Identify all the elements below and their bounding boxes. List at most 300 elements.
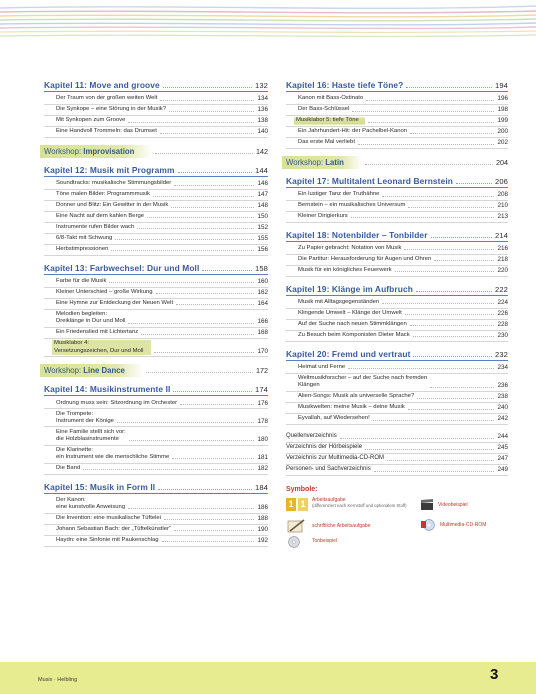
leader-dots [408, 409, 495, 410]
chapter-title: Kapitel 19: Klänge im Aufbruch [286, 283, 413, 294]
entry-title: Musiklabor 5: tiefe Töne [294, 117, 365, 124]
entry-title: 6/8-Takt mit Schwung [56, 235, 113, 242]
leader-dots [413, 336, 495, 337]
appendix-entry[interactable] [286, 443, 508, 454]
leader-dots [340, 438, 495, 439]
entry-page: 164 [257, 300, 268, 308]
entry-page: 146 [257, 180, 268, 188]
toc-entry[interactable] [286, 190, 508, 201]
entry-title: Johann Sebastian Bach: der „Tüftelkünstler“ [56, 526, 171, 533]
leader-dots [172, 458, 254, 459]
leader-dots [366, 100, 494, 101]
leader-dots [128, 508, 254, 509]
chapter-heading[interactable] [44, 263, 268, 275]
toc-entry[interactable] [286, 374, 508, 392]
toc-entry[interactable] [44, 116, 268, 127]
footer-bar [0, 662, 536, 694]
chapter-page: 214 [495, 230, 508, 240]
chapter-14 [44, 384, 268, 475]
workshop-label [40, 145, 152, 158]
entry-page: 156 [257, 246, 268, 254]
leader-dots [456, 183, 492, 184]
toc-entry[interactable] [286, 255, 508, 266]
leader-dots [158, 489, 252, 490]
leader-dots [141, 334, 254, 335]
leader-dots [160, 133, 255, 134]
entry-title [56, 497, 125, 511]
entry-title: Musikwelten: meine Musik – deine Musik [298, 404, 405, 411]
entry-title: Soundtracks: musikalische Stimmungsbilder [56, 180, 172, 187]
entry-page: 210 [497, 202, 508, 210]
entry-page: 166 [257, 318, 268, 326]
toc-entry[interactable] [286, 414, 508, 425]
entry-page: 240 [497, 404, 508, 412]
entry-page: 220 [497, 267, 508, 275]
leader-dots [405, 314, 495, 315]
toc-entry[interactable] [286, 298, 508, 309]
chapter-heading[interactable] [44, 482, 268, 494]
workshop-label [40, 364, 143, 377]
leader-dots [128, 323, 254, 324]
appendix-entry[interactable] [286, 465, 508, 476]
entry-title-line2: eine kunstvolle Anweisung [56, 504, 126, 511]
toc-entry[interactable] [286, 244, 508, 255]
entry-title-line2: die Holzblasinstrumente [56, 435, 119, 442]
entry-page: 226 [497, 310, 508, 318]
task-number-icon [286, 498, 308, 511]
toc-entry[interactable] [44, 299, 268, 310]
entry-title-line1: Melodien begleiten: [56, 311, 108, 318]
leader-dots [171, 207, 254, 208]
entry-title: Eine Nacht auf dem kahlen Berge [56, 213, 145, 220]
leader-dots [348, 368, 494, 369]
chapter-title: Kapitel 14: Musikinstrumente II [44, 384, 171, 395]
leader-dots [147, 217, 254, 218]
leader-dots [129, 440, 255, 441]
entry-title-line1: Die Trompete: [56, 410, 93, 417]
toc-entry[interactable] [286, 94, 508, 105]
chapter-heading[interactable] [286, 230, 508, 242]
entry-title: Alien-Songs: Musik als universelle Sprache? [298, 393, 415, 400]
entry-title-line1: Die Klarinette: [56, 446, 93, 453]
leader-dots [128, 122, 254, 123]
entry-page: 218 [497, 256, 508, 264]
entry-title-line2: Dreiklänge in Dur und Moll [56, 318, 126, 325]
toc-entry[interactable] [286, 320, 508, 331]
entry-title [56, 429, 126, 443]
entry-page: 178 [257, 417, 268, 425]
toc-entry[interactable] [44, 288, 268, 299]
leader-dots [410, 325, 495, 326]
toc-entry[interactable] [286, 309, 508, 320]
toc-entry[interactable] [44, 105, 268, 116]
toc-entry[interactable] [44, 464, 268, 475]
entry-title: Kleiner Dirigierkurs [298, 213, 348, 220]
entry-page: 200 [497, 128, 508, 136]
chapter-page: 158 [255, 263, 268, 273]
toc-entry[interactable] [44, 328, 268, 339]
entry-title [298, 375, 427, 389]
leader-dots [111, 250, 254, 251]
symbol-arbeitsaufgabe [312, 497, 412, 508]
leader-dots [358, 144, 495, 145]
entry-title: Verzeichnis der Hörbeispiele [286, 444, 363, 451]
entry-page: 236 [497, 382, 508, 390]
toc-left-column [44, 80, 268, 554]
entry-title-line1: Der Kanon: [56, 497, 86, 504]
workshop-latin[interactable] [286, 156, 508, 169]
chapter-20 [286, 349, 508, 425]
entry-page: 202 [497, 139, 508, 147]
leader-dots [117, 422, 255, 423]
symbol-multimedia [440, 522, 486, 528]
chapter-heading[interactable] [286, 176, 508, 188]
entry-title: Die Partitur: Herausforderung für Augen und Ohren [298, 256, 432, 263]
toc-entry[interactable] [286, 212, 508, 223]
toc-entry[interactable] [44, 496, 268, 514]
symbol-label: Videobeispiel [438, 501, 468, 508]
workshop-name: Improvisation [83, 146, 135, 156]
entry-page: 208 [497, 191, 508, 199]
entry-title: Der Traum von der großen weiten Welt [56, 95, 158, 102]
workshop-page: 172 [256, 366, 268, 376]
header-stripes [0, 0, 536, 45]
chapter-page: 222 [495, 284, 508, 294]
leader-dots [163, 87, 252, 88]
entry-page: 198 [497, 106, 508, 114]
leader-dots [162, 541, 255, 542]
entry-title: Personen- und Sachverzeichnis [286, 466, 371, 473]
leader-dots [169, 111, 254, 112]
leader-dots [387, 460, 494, 461]
chapter-heading[interactable] [286, 80, 508, 92]
entry-title: Die Synkope – eine Störung in der Musik? [56, 106, 167, 113]
leader-dots [365, 449, 494, 450]
pencil-paper-icon [286, 519, 306, 533]
leader-dots [365, 164, 493, 165]
toc-entry[interactable] [286, 363, 508, 374]
entry-title: Mit Synkopen zum Groove [56, 117, 126, 124]
toc-entry[interactable] [286, 403, 508, 414]
chapter-heading[interactable] [286, 284, 508, 296]
workshop-improvisation[interactable] [44, 145, 268, 158]
chapter-heading[interactable] [44, 165, 268, 177]
entry-page: 140 [257, 128, 268, 136]
entry-page: 138 [257, 117, 268, 125]
chapter-page: 144 [255, 165, 268, 175]
leader-dots [410, 133, 494, 134]
chapter-13 [44, 263, 268, 357]
toc-entry[interactable] [44, 94, 268, 105]
entry-title: Das erste Mal verliebt [298, 139, 355, 146]
toc-entry[interactable] [44, 127, 268, 138]
entry-title [56, 447, 169, 461]
chapter-16 [286, 80, 508, 149]
toc-entry[interactable] [44, 179, 268, 190]
toc-entry[interactable] [44, 234, 268, 245]
entry-page: 247 [497, 455, 508, 463]
chapter-17 [286, 176, 508, 223]
symbol-videobeispiel [438, 502, 468, 508]
chapter-title: Kapitel 13: Farbwechsel: Dur und Moll [44, 262, 200, 273]
entry-page: 244 [497, 433, 508, 441]
entry-page: 230 [497, 332, 508, 340]
entry-title: Herbstimpressionen [56, 246, 109, 253]
entry-title: Die Band [56, 465, 81, 472]
leader-dots [180, 404, 254, 405]
entry-title: Musik mit Alltagsgegenständen [298, 299, 380, 306]
entry-page: 188 [257, 515, 268, 523]
entry-title: Auf der Suche nach neuen Stimmklängen [298, 321, 407, 328]
toc-entry[interactable] [44, 277, 268, 288]
entry-page: 134 [257, 95, 268, 103]
entry-title: Kleiner Unterschied – große Wirkung [56, 289, 153, 296]
entry-page: 155 [257, 235, 268, 243]
symbol-tonbeispiel [312, 538, 337, 544]
leader-dots [176, 304, 254, 305]
leader-dots [408, 207, 494, 208]
leader-dots [382, 303, 494, 304]
chapter-11 [44, 80, 268, 138]
appendix-list [286, 432, 508, 476]
toc-right-column [286, 80, 508, 546]
entry-title: Bernstein – ein musikalisches Universum [298, 202, 406, 209]
entry-title: Klingende Umwelt – Klänge der Umwelt [298, 310, 402, 317]
leader-dots [153, 196, 255, 197]
toc-entry[interactable] [44, 446, 268, 464]
toc-entry[interactable] [44, 427, 268, 445]
chapter-title: Kapitel 20: Fremd und vertraut [286, 348, 411, 359]
workshop-page: 142 [256, 146, 268, 156]
toc-entry[interactable] [286, 105, 508, 116]
toc-entry[interactable] [44, 514, 268, 525]
entry-title-line2: Klängen [298, 382, 320, 389]
entry-title-line2: Instrument der Könige [56, 417, 114, 424]
entry-page: 162 [257, 289, 268, 297]
chapter-title: Kapitel 18: Notenbilder – Tonbilder [286, 229, 428, 240]
toc-entry-musiklabor[interactable] [44, 339, 268, 357]
toc-entry[interactable] [44, 310, 268, 328]
chapter-page: 206 [495, 176, 508, 186]
toc-entry[interactable] [44, 525, 268, 536]
toc-entry[interactable] [286, 201, 508, 212]
leader-dots [115, 239, 254, 240]
toc-entry[interactable] [286, 331, 508, 342]
chapter-18 [286, 230, 508, 277]
chapter-title: Kapitel 11: Move and groove [44, 80, 160, 90]
page-number: 3 [490, 666, 499, 683]
toc-entry[interactable] [44, 245, 268, 256]
leader-dots [202, 270, 252, 271]
leader-dots [178, 172, 252, 173]
entry-page: 160 [257, 278, 268, 286]
leader-dots [173, 391, 252, 392]
leader-dots [368, 122, 495, 123]
entry-page: 196 [497, 95, 508, 103]
symbol-note: (differenziert nach Kernstoff und optionalem Stoff) [312, 502, 407, 508]
entry-page: 148 [257, 202, 268, 210]
appendix-entry[interactable] [286, 454, 508, 465]
chapter-title: Kapitel 17: Multitalent Leonard Bernstein [286, 175, 453, 186]
entry-page: 242 [497, 415, 508, 423]
toc-entry[interactable] [286, 127, 508, 138]
toc-entry[interactable] [44, 409, 268, 427]
entry-title: Ein Friedenslied mit Lichtertanz [56, 329, 139, 336]
workshop-prefix: Workshop: [44, 146, 82, 156]
entry-page: 181 [257, 454, 268, 462]
leader-dots [154, 352, 254, 353]
appendix-entry[interactable] [286, 432, 508, 443]
entry-title-line1: Eine Familie stellt sich vor: [56, 428, 126, 435]
entry-page: 199 [497, 117, 508, 125]
leader-dots [137, 228, 254, 229]
symbols-legend [286, 486, 508, 546]
entry-page: 136 [257, 106, 268, 114]
leader-dots [416, 291, 492, 292]
chapter-title: Kapitel 12: Musik mit Programm [44, 164, 175, 175]
toc-entry[interactable] [44, 536, 268, 547]
leader-dots [395, 271, 495, 272]
toc-entry[interactable] [44, 223, 268, 234]
symbol-schriftlich [312, 523, 370, 529]
entry-title-line2: ein Instrument wie die menschliche Stimme [56, 454, 170, 461]
toc-entry[interactable] [44, 201, 268, 212]
entry-page: 249 [497, 466, 508, 474]
toc-entry[interactable] [286, 266, 508, 277]
toc-entry[interactable] [44, 190, 268, 201]
leader-dots [382, 196, 494, 197]
entry-page: 234 [497, 364, 508, 372]
entry-page: 180 [257, 435, 268, 443]
entry-title: Zu Papier gebracht: Notation von Musik [298, 245, 402, 252]
symbols-title: Symbole: [286, 485, 318, 493]
symbol-label: Arbeitsaufgabe [312, 496, 346, 503]
leader-dots [155, 153, 253, 154]
leader-dots [406, 87, 492, 88]
leader-dots [404, 249, 494, 250]
symbol-label: Tonbeispiel [312, 537, 338, 544]
leader-dots [160, 100, 254, 101]
chapter-19 [286, 284, 508, 342]
chapter-title: Kapitel 16: Haste tiefe Töne? [286, 80, 404, 90]
entry-title: Haydn: eine Sinfonie mit Paukenschlag [56, 537, 159, 544]
entry-page: 238 [497, 393, 508, 401]
entry-title: Die Invention: eine musikalische Tüftelei [56, 515, 161, 522]
leader-dots [351, 217, 495, 218]
footer-publisher: Musix · Helbling [38, 677, 78, 683]
entry-title: Ein lustiger Tanz der Truthähne [298, 191, 380, 198]
leader-dots [164, 519, 254, 520]
entry-title [56, 411, 114, 425]
leader-dots [109, 282, 254, 283]
leader-dots [417, 398, 494, 399]
chapter-page: 174 [255, 385, 268, 395]
leader-dots [146, 372, 253, 373]
film-clapper-icon [420, 499, 434, 511]
entry-page: 192 [257, 537, 268, 545]
workshop-line-dance[interactable] [44, 364, 268, 377]
cdrom-icon [420, 519, 436, 531]
workshop-name: Line Dance [83, 366, 125, 376]
entry-page: 147 [257, 191, 268, 199]
workshop-prefix: Workshop: [44, 366, 82, 376]
entry-title: Kanon mit Bass-Ostinato [298, 95, 364, 102]
entry-title: Eyvallah, auf Wiedersehen! [298, 415, 370, 422]
workshop-prefix: Workshop: [286, 157, 324, 167]
leader-dots [431, 237, 492, 238]
leader-dots [156, 293, 255, 294]
entry-title: Heimat und Ferne [298, 364, 346, 371]
entry-page: 228 [497, 321, 508, 329]
entry-page: 176 [257, 399, 268, 407]
chapter-page: 132 [255, 81, 268, 90]
entry-title-line1: Musiklabor 4: [54, 340, 90, 347]
chapter-page: 184 [255, 482, 268, 492]
workshop-page: 204 [496, 157, 508, 167]
entry-title [56, 311, 125, 325]
chapter-page: 232 [495, 349, 508, 359]
entry-title: Zu Besuch beim Komponisten Dieter Mack [298, 332, 410, 339]
entry-page: 186 [257, 504, 268, 512]
workshop-name: Latin [325, 157, 344, 167]
toc-entry[interactable] [286, 138, 508, 149]
entry-title: Ein Jahrhundert-Hit: der Pachelbel-Kanon [298, 128, 408, 135]
entry-page: 168 [257, 329, 268, 337]
workshop-label [282, 156, 362, 169]
audio-cd-icon [288, 536, 300, 548]
leader-dots [174, 185, 254, 186]
entry-page: 190 [257, 526, 268, 534]
entry-page: 152 [257, 224, 268, 232]
symbol-label: Multimedia-CD-ROM [440, 521, 487, 528]
entry-title: Der Bass-Schlüssel [298, 106, 350, 113]
chapter-heading[interactable] [44, 384, 268, 396]
entry-title-line1: Weltmusikforscher – auf der Suche nach fremden [298, 375, 428, 382]
entry-title: Ordnung muss sein: Sitzordnung im Orchester [56, 399, 178, 406]
entry-title: Donner und Blitz: Ein Gewitter in der Musik [56, 202, 169, 209]
toc-entry[interactable] [44, 398, 268, 409]
leader-dots [83, 469, 254, 470]
entry-title: Eine Hymne zur Entdeckung der Neuen Welt [56, 300, 174, 307]
entry-page: 182 [257, 465, 268, 473]
leader-dots [413, 356, 492, 357]
chapter-title: Kapitel 15: Musik in Form II [44, 481, 156, 492]
entry-title: Verzeichnis zur Multimedia-CD-ROM [286, 455, 385, 462]
entry-title-line2: Versetzungszeichen, Dur und Moll [54, 347, 144, 354]
entry-page: 213 [497, 213, 508, 221]
chapter-heading[interactable] [44, 80, 268, 92]
toc-entry[interactable] [44, 212, 268, 223]
entry-title: Quellenverzeichnis [286, 433, 337, 440]
leader-dots [174, 530, 255, 531]
leader-dots [430, 387, 494, 388]
toc-entry-musiklabor[interactable] [286, 116, 508, 127]
chapter-page: 194 [495, 81, 508, 90]
entry-page: 216 [497, 245, 508, 253]
task-number-icon-2: 1 [298, 498, 308, 511]
entry-title: Musik für ein königliches Feuerwerk [298, 267, 392, 274]
chapter-heading[interactable] [286, 349, 508, 361]
entry-title: Töne malen Bilder: Programmmusik [56, 191, 150, 198]
entry-title: Farbe für die Musik [56, 278, 107, 285]
toc-entry[interactable] [286, 392, 508, 403]
entry-page: 245 [497, 444, 508, 452]
task-number-icon-1: 1 [286, 498, 296, 511]
leader-dots [434, 260, 494, 261]
entry-title: Eine Handvoll Trommeln: das Drumset [56, 128, 157, 135]
chapter-15 [44, 482, 268, 547]
entry-title [52, 340, 151, 354]
